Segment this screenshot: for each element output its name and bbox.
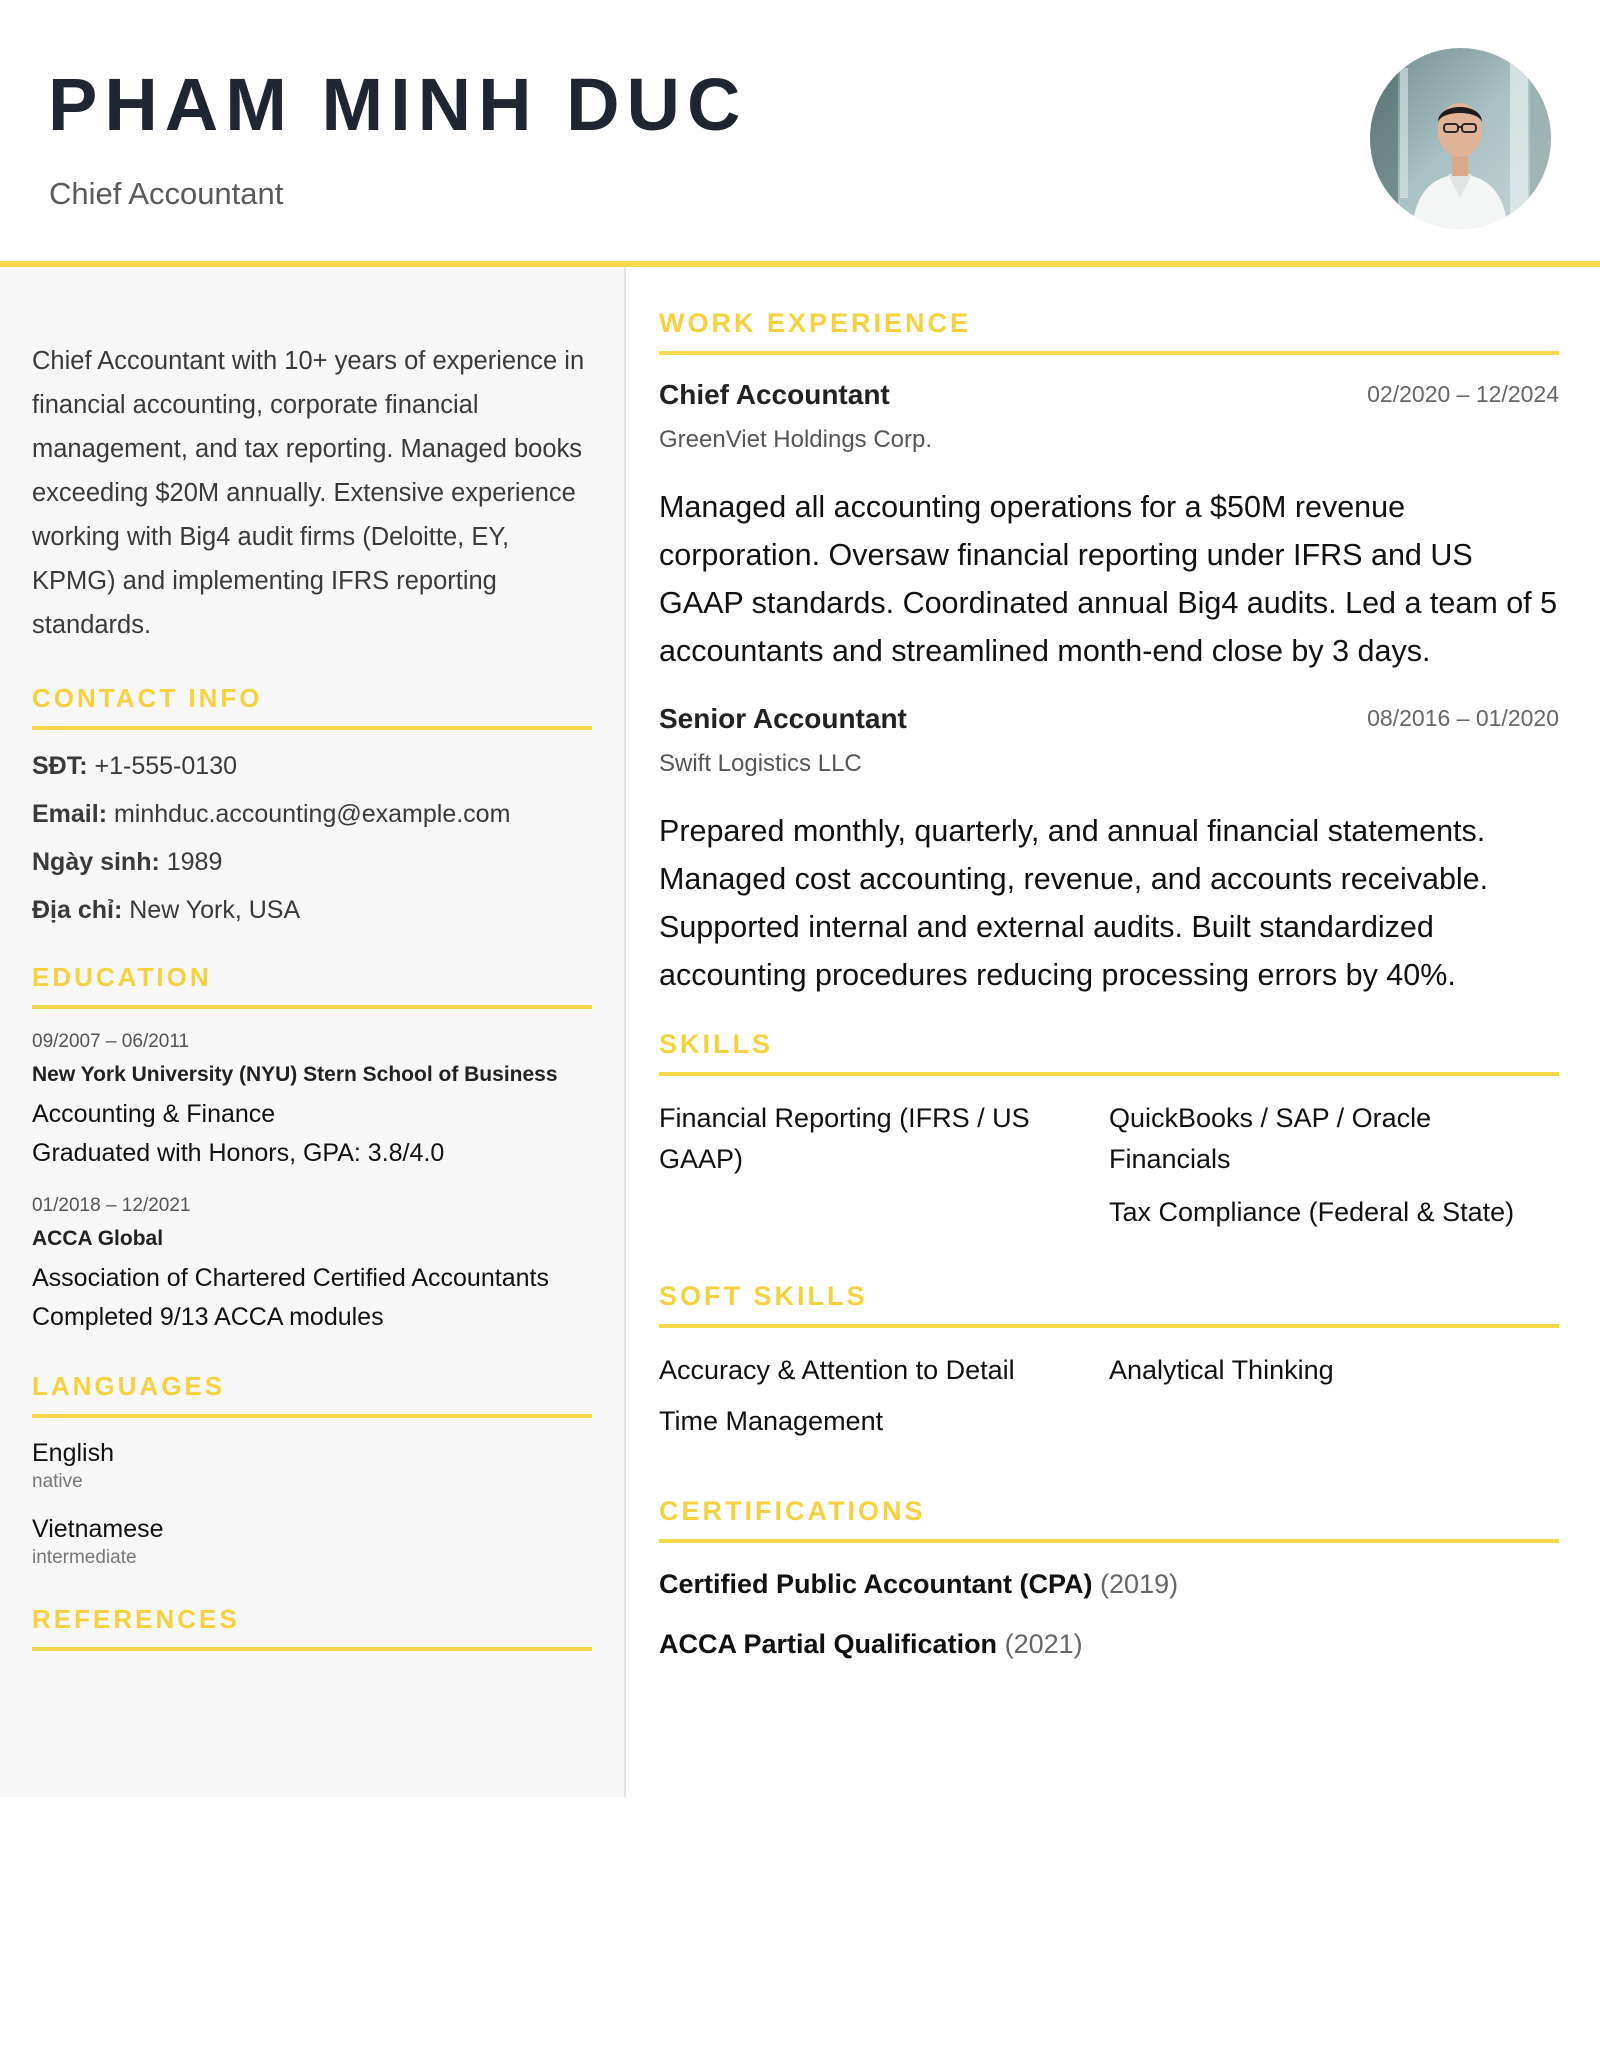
job-dates: 08/2016 – 01/2020 [1367, 705, 1559, 731]
contact-email-label: Email: [32, 800, 108, 828]
education-section-title: EDUCATION [32, 962, 592, 1009]
profile-photo [1370, 48, 1551, 229]
skills-column-left [659, 1098, 1109, 1245]
profile-summary: Chief Accountant with 10+ years of experience in financial accounting, corporate financial management, and tax reporting. Managed books exceeding $20M annually. Extensive experience working with Big4 audit firms (Deloitte, EY, KPMG) and implementing IFRS reporting standards. [32, 347, 585, 639]
job-entry [659, 377, 1559, 675]
language-item [32, 1436, 592, 1494]
education-dates: 09/2007 – 06/2011 [32, 1031, 190, 1052]
skills-column-right [1109, 1098, 1559, 1245]
contact-address-value: New York, USA [129, 896, 301, 924]
contact-address [32, 892, 592, 928]
language-name: English [32, 1439, 114, 1467]
contact-email-value: minhduc.accounting@example.com [113, 800, 511, 828]
contact-email [32, 796, 592, 832]
skill-item: Financial Reporting (IFRS / US GAAP) [659, 1103, 1030, 1174]
sidebar [0, 267, 626, 1797]
profile-photo-image [1370, 48, 1551, 229]
contact-section [32, 683, 592, 928]
resume-header [0, 0, 1600, 264]
contact-section-title: CONTACT INFO [32, 683, 592, 730]
education-school: New York University (NYU) Stern School of Business [32, 1063, 558, 1086]
work-section-title: WORK EXPERIENCE [659, 308, 1559, 355]
job-entry [659, 701, 1559, 999]
education-dates: 01/2018 – 12/2021 [32, 1195, 191, 1216]
education-item [32, 1029, 592, 1173]
candidate-name: PHAM MINH DUC [48, 63, 748, 146]
job-description: Prepared monthly, quarterly, and annual financial statements. Managed cost accounting, revenue, and accounts receivable. Supported internal and external audits. Built standardized accounting procedures reducing processing errors by 40%. [659, 814, 1489, 992]
job-dates: 02/2020 – 12/2024 [1367, 381, 1559, 407]
contact-phone-value: +1-555-0130 [94, 752, 237, 780]
language-level: intermediate [32, 1547, 137, 1568]
languages-section-title: LANGUAGES [32, 1371, 592, 1418]
education-school: ACCA Global [32, 1227, 164, 1250]
certification-item [659, 1565, 1559, 1603]
contact-birthdate [32, 844, 592, 880]
skill-item: Tax Compliance (Federal & State) [1109, 1197, 1515, 1227]
candidate-title: Chief Accountant [49, 176, 284, 211]
certification-year: (2021) [1004, 1629, 1083, 1659]
soft-skills-grid [659, 1350, 1559, 1452]
soft-skill-item: Accuracy & Attention to Detail [659, 1355, 1015, 1385]
certification-name: Certified Public Accountant (CPA) [659, 1569, 1093, 1599]
references-section [32, 1604, 592, 1651]
main-column [659, 308, 1559, 1663]
soft-skills-section [659, 1281, 1559, 1452]
certifications-section [659, 1496, 1559, 1663]
education-note: Completed 9/13 ACCA modules [32, 1303, 384, 1331]
references-section-title: REFERENCES [32, 1604, 592, 1651]
education-item [32, 1193, 592, 1337]
job-description: Managed all accounting operations for a $50M revenue corporation. Oversaw financial reporting under IFRS and US GAAP standards. Coordinated annual Big4 audits. Led a team of 5 accountants and streamlined month-end close by 3 days. [659, 490, 1558, 668]
education-program: Association of Chartered Certified Accountants [32, 1264, 549, 1292]
soft-skills-section-title: SOFT SKILLS [659, 1281, 1559, 1328]
work-section [659, 308, 1559, 999]
contact-phone [32, 748, 592, 784]
job-role: Senior Accountant [659, 703, 907, 734]
languages-section [32, 1371, 592, 1570]
certification-name: ACCA Partial Qualification [659, 1629, 998, 1659]
sidebar-content [32, 339, 592, 1685]
certifications-section-title: CERTIFICATIONS [659, 1496, 1559, 1543]
soft-skills-column-right [1109, 1350, 1559, 1452]
job-company: GreenViet Holdings Corp. [659, 426, 933, 453]
contact-birthdate-label: Ngày sinh: [32, 848, 160, 876]
skill-item: QuickBooks / SAP / Oracle Financials [1109, 1103, 1432, 1174]
language-name: Vietnamese [32, 1515, 164, 1543]
skills-grid [659, 1098, 1559, 1245]
language-level: native [32, 1471, 83, 1492]
skills-section [659, 1029, 1559, 1245]
education-section [32, 962, 592, 1337]
job-role: Chief Accountant [659, 379, 890, 410]
contact-phone-label: SĐT: [32, 752, 88, 780]
job-company: Swift Logistics LLC [659, 750, 862, 777]
education-program: Accounting & Finance [32, 1100, 276, 1128]
certification-item [659, 1625, 1559, 1663]
skills-section-title: SKILLS [659, 1029, 1559, 1076]
soft-skills-column-left [659, 1350, 1109, 1452]
language-item [32, 1512, 592, 1570]
soft-skill-item: Analytical Thinking [1109, 1355, 1334, 1385]
education-note: Graduated with Honors, GPA: 3.8/4.0 [32, 1139, 445, 1167]
contact-address-label: Địa chỉ: [32, 896, 123, 924]
soft-skill-item: Time Management [659, 1406, 884, 1436]
contact-birthdate-value: 1989 [166, 848, 223, 876]
certification-year: (2019) [1100, 1569, 1179, 1599]
